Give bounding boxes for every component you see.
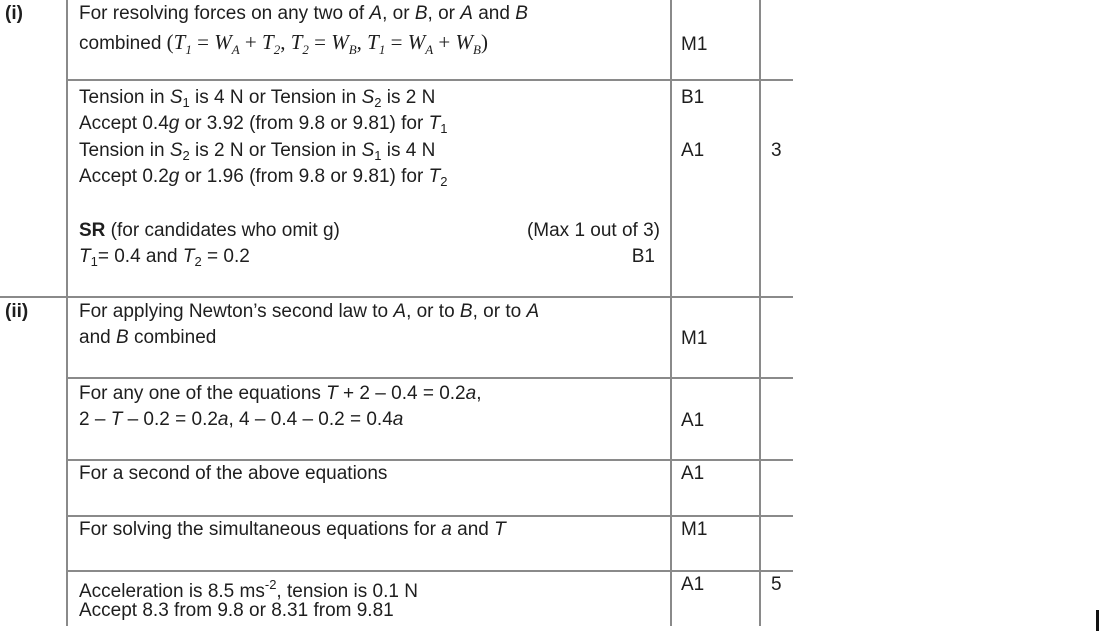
text-segment: 1 [440,121,448,136]
text-segment: For solving the simultaneous equations for [79,519,442,540]
text-segment: combined [128,327,217,348]
special-ruling-line [79,244,250,275]
text-segment: For any one of the equations [79,383,327,404]
text-segment: S [361,87,375,108]
text-segment: W [407,30,426,54]
text-segment: , or [427,3,461,24]
part-label-ii: (ii) [5,301,29,322]
text-segment: 2 – [79,409,111,430]
mark: M1 [681,34,708,55]
text-segment: A [393,301,407,322]
text-segment: T [262,30,274,54]
text-segment: T [79,246,91,267]
text-segment: SR [79,220,106,241]
text-segment: B [115,327,129,348]
text-segment: Tension in [79,140,170,161]
text-segment: + [239,30,262,54]
answer-line [79,299,539,325]
text-segment: , 4 – 0.4 – 0.2 = 0.4 [228,409,393,430]
text-segment: Tension in [79,87,170,108]
text-segment: combined [79,33,167,54]
answer-line [79,598,394,624]
text-segment: T [494,519,506,540]
text-segment: Accept 0.2 [79,166,169,187]
mark: A1 [681,410,705,431]
text-segment: (for candidates who omit g) [105,220,340,241]
text-segment: 2 [440,174,448,189]
mark: A1 [681,574,705,595]
row-divider [67,79,793,81]
answer-line [79,164,447,195]
text-segment: g [168,166,180,187]
text-segment: W [214,30,232,54]
text-segment: a [465,383,477,404]
mark: M1 [681,519,708,540]
text-segment: -2 [264,577,277,592]
text-segment: T [110,409,123,430]
mark: M1 [681,328,708,349]
text-segment: , [476,383,482,404]
text-segment: + [433,30,456,54]
text-segment: 2 [374,95,382,110]
text-segment: g [168,113,180,134]
text-segment: T [173,30,186,54]
text-segment: , or [382,3,415,24]
mark: A1 [681,463,705,484]
answer-line [79,517,506,543]
text-segment: = [385,30,408,54]
text-segment: 1 [185,42,192,57]
row-divider [0,296,793,298]
answer-line [79,325,216,351]
text-segment: T [367,30,379,54]
text-segment: = 0.2 [201,246,250,267]
text-segment: For resolving forces on any two of [79,3,370,24]
text-segment: and [79,327,116,348]
text-segment: is 2 N [381,87,436,108]
text-segment: 1 [182,95,190,110]
text-segment: = 0.4 and [97,246,183,267]
text-segment: B [515,3,528,24]
text-segment: Acceleration is 8.5 ms [79,581,265,602]
special-ruling-mark: B1 [631,246,655,267]
text-segment: A [425,42,434,57]
text-segment: W [455,30,473,54]
text-segment: T [290,30,303,54]
text-segment: 1 [90,254,98,269]
text-segment: A [460,3,473,24]
answer-line [79,29,488,63]
text-segment: 2 [273,42,281,57]
text-segment: 1 [378,42,386,57]
answer-line [79,407,403,433]
text-segment: and [451,519,495,540]
text-segment: + 2 – 0.4 = 0.2 [337,383,466,404]
text-segment: S [361,140,375,161]
mark: A1 [681,140,705,161]
text-segment: a [441,519,452,540]
text-segment: 2 [194,254,202,269]
text-segment: 2 [182,148,190,163]
text-segment: = [308,30,332,54]
text-segment: 2 [302,42,309,57]
text-segment: , or to [472,301,527,322]
text-segment: W [331,30,349,54]
part-label-i: (i) [5,3,23,24]
text-segment: T [428,113,441,134]
text-segment: B [348,42,357,57]
text-segment: , tension is 0.1 N [276,581,418,602]
row-divider [67,377,793,379]
text-segment: B [414,3,428,24]
text-segment: a [217,409,229,430]
answer-line [79,461,387,487]
text-segment: 1 [374,148,382,163]
text-segment: B [473,42,481,57]
text-segment: A [526,301,540,322]
text-segment: or 1.96 (from 9.8 or 9.81) for [179,166,429,187]
text-segment: , or to [406,301,460,322]
text-segment: is 4 N or Tension in [189,87,362,108]
text-segment: Accept 8.3 from 9.8 or 8.31 from 9.81 [79,600,394,621]
text-cursor [1096,610,1099,631]
text-segment: , [356,30,368,54]
text-segment: S [169,87,183,108]
text-segment: ) [480,30,488,54]
text-segment: For a second of the above equations [79,463,388,484]
text-segment: = [191,30,215,54]
text-segment: T [428,166,441,187]
text-segment: or 3.92 (from 9.8 or 9.81) for [179,113,429,134]
answer-line [79,381,481,407]
text-segment: B [459,301,473,322]
text-segment: and [472,3,516,24]
text-segment: T [326,383,338,404]
text-segment: Accept 0.4 [79,113,169,134]
text-segment: A [231,42,240,57]
answer-line [79,1,528,27]
text-segment: ( [166,30,174,54]
column-divider-marks [670,0,672,626]
total-marks: 5 [771,574,782,595]
special-ruling-note: (Max 1 out of 3) [526,220,660,241]
text-segment: – 0.2 = 0.2 [122,409,218,430]
text-segment: S [169,140,183,161]
text-segment: , [280,30,291,54]
total-marks: 3 [771,140,782,161]
special-ruling-line [79,218,340,244]
column-divider-part [66,0,68,626]
text-segment: For applying Newton’s second law to [79,301,394,322]
text-segment: a [392,409,404,430]
text-segment: is 2 N or Tension in [189,140,362,161]
mark: B1 [681,87,705,108]
text-segment: A [369,3,383,24]
text-segment: T [182,246,195,267]
text-segment: is 4 N [381,140,436,161]
column-divider-total [759,0,761,626]
